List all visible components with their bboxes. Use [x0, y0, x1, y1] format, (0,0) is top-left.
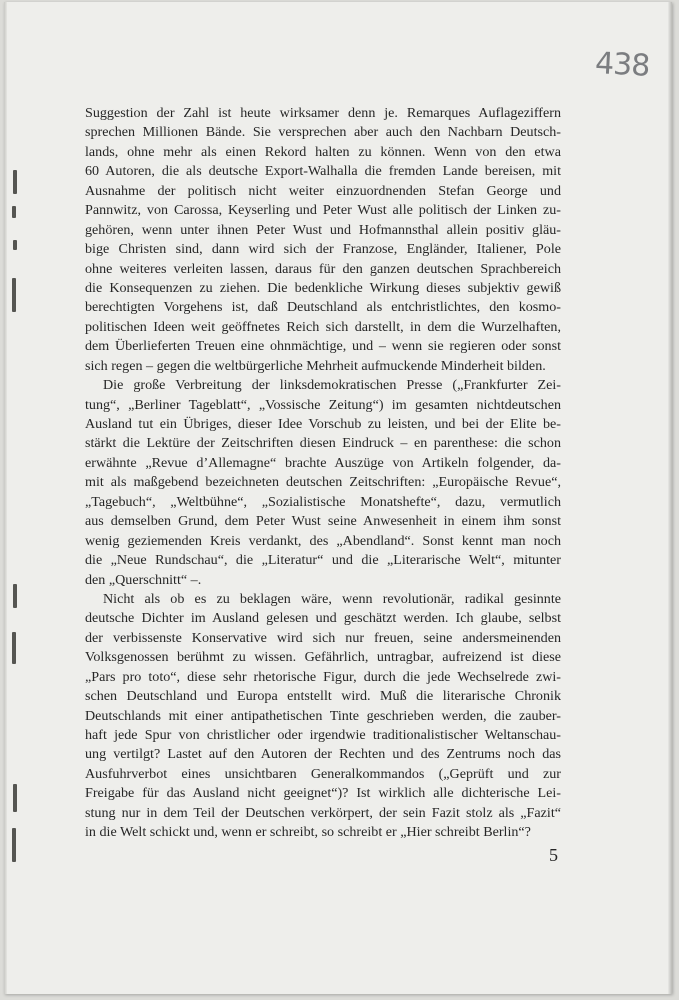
text-line: stung nur in dem Teil der Deutschen verkörpert, der sein Fazit stolz als „Fazit“	[85, 804, 561, 821]
text-line: der verbissenste Konservative wird sich nur freuen, seine andersmeinenden	[85, 629, 561, 646]
text-line: politischen Ideen weit geöffnetes Reich sich darstellt, in dem die Wurzelhaften,	[85, 318, 561, 335]
text-line: erwähnte „Revue d’Allemagne“ brachte Auszüge von Artikeln folgender, da-	[85, 454, 561, 471]
text-line: Die große Verbreitung der linksdemokratischen Presse („Frankfurter Zei-	[103, 377, 561, 394]
text-line: berechtigten Vorgehens ist, daß Deutschland als entchristlichtes, den kosmo-	[85, 299, 561, 316]
paragraph	[85, 590, 561, 843]
binding-thread-mark	[13, 240, 17, 250]
body-text	[85, 104, 561, 843]
text-line: deutsche Dichter im Ausland gelesen und geschätzt werden. Ich glaube, selbst	[85, 610, 561, 627]
text-line: Volksgenossen berühmt zu wissen. Gefährlich, untragbar, aufreizend ist diese	[85, 649, 561, 666]
binding-thread-mark	[12, 828, 16, 862]
binding-thread-mark	[13, 584, 17, 608]
text-line: ung vertilgt? Lastet auf den Autoren der Rechten und des Zentrums noch das	[85, 746, 561, 763]
text-line: die Konsequenzen zu ziehen. Die bedenkliche Wirkung dieses subjektiv gewiß	[85, 279, 561, 296]
text-line: „Pars pro toto“, diese sehr rhetorische Figur, durch die jede Wechselrede zwi-	[85, 668, 561, 685]
text-line: bige Christen sind, dann wird sich der Franzose, Engländer, Italiener, Pole	[85, 241, 561, 258]
paragraph	[85, 376, 561, 590]
binding-thread-mark	[13, 784, 17, 812]
text-line: Ausfuhrverbot eines unsichtbaren Generalkommandos („Geprüft und zur	[85, 765, 561, 782]
page-number: 5	[549, 845, 558, 865]
text-line: in die Welt schickt und, wenn er schreibt, so schreibt er „Hier schreibt Berlin“?	[85, 824, 531, 841]
text-line: gehören, wenn unter ihnen Peter Wust und Hofmannsthal allein positiv gläu-	[85, 221, 561, 238]
page-right-edge	[668, 2, 672, 994]
text-line: wenig geziemenden Kreis verdankt, des „Abendland“. Sonst kennt man noch	[85, 532, 561, 549]
text-line: aus demselben Grund, dem Peter Wust seine Anwesenheit in einem ihm sonst	[85, 513, 561, 530]
paragraph	[85, 104, 561, 376]
text-line: ohne weiteres verleiten lassen, daraus für den ganzen deutschen Sprachbereich	[85, 260, 561, 277]
handwritten-folio-number: 438	[594, 46, 651, 84]
binding-thread-mark	[13, 170, 17, 194]
text-line: „Tagebuch“, „Weltbühne“, „Sozialistische Monatshefte“, dazu, vermutlich	[85, 493, 561, 510]
text-line: Freigabe für das Ausland nicht geeignet“)? Ist wirklich alle dichterische Lei-	[85, 785, 561, 802]
text-line: Ausland tut ein Übriges, dieser Idee Vorschub zu leisten, und bei der Elite be-	[85, 416, 561, 432]
text-line: mit als maßgebend bezeichneten deutschen Zeitschriften: „Europäische Revue“,	[85, 474, 561, 491]
binding-thread-mark	[12, 278, 16, 312]
text-line: haft jede Spur von christlicher oder irgendwie traditionalistischer Weltanschau-	[85, 727, 561, 743]
text-line: die „Neue Rundschau“, die „Literatur“ und die „Literarische Welt“, mitunter	[85, 552, 561, 569]
text-line: sprechen Millionen Bände. Sie versprechen aber auch den Nachbarn Deutsch-	[85, 124, 561, 141]
binding-thread-mark	[12, 206, 16, 218]
text-line: dem Überlieferten Treuen eine ohnmächtige, und – wenn sie regieren oder sonst	[85, 338, 561, 355]
text-line: stärkt die Lektüre der Zeitschriften diesen Eindruck – en parenthese: die schon	[85, 435, 561, 452]
text-line: schen Deutschland und Europa entstellt wird. Muß die literarische Chronik	[85, 688, 561, 705]
text-line: Suggestion der Zahl ist heute wirksamer denn je. Remarques Auflageziffern	[85, 105, 561, 121]
text-line: Nicht als ob es zu beklagen wäre, wenn revolutionär, radikal gesinnte	[103, 590, 561, 607]
page-left-edge	[4, 2, 7, 994]
text-line: sich regen – gegen die weltbürgerliche Mehrheit aufmuckende Minderheit bilden.	[85, 357, 546, 374]
text-line: Pannwitz, von Carossa, Keyserling und Peter Wust alle politisch der Linken zu-	[85, 202, 561, 219]
text-line: den „Querschnitt“ –.	[85, 571, 202, 588]
book-page	[4, 2, 672, 994]
text-line: Deutschlands mit einer antipathetischen Tinte geschrieben werden, die zauber-	[85, 707, 561, 724]
text-line: tung“, „Berliner Tageblatt“, „Vossische Zeitung“) im gesamten nichtdeutschen	[85, 396, 561, 413]
text-line: lands, ohne mehr als einen Rekord halten zu können. Wenn von den etwa	[85, 143, 561, 160]
binding-thread-mark	[12, 632, 16, 664]
text-line: 60 Autoren, die als deutsche Export-Walhalla die fremden Lande bereisen, mit	[85, 163, 561, 180]
text-line: Ausnahme der politisch nicht weiter einzuordnenden Stefan George und	[85, 182, 561, 199]
